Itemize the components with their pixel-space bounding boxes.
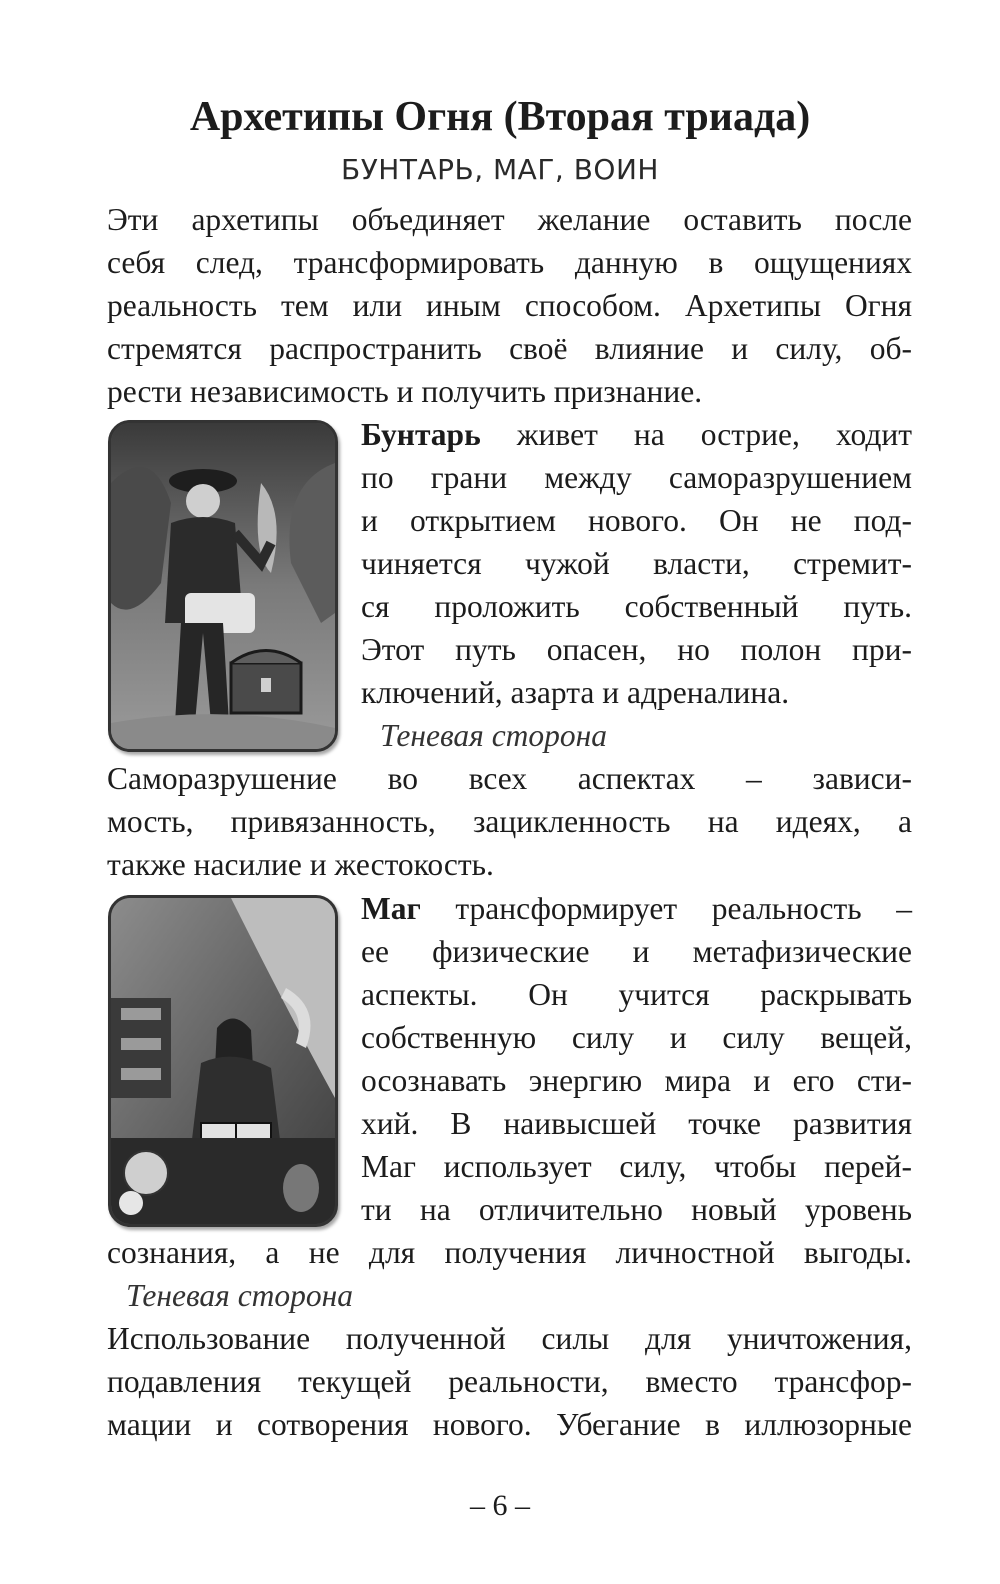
mage-name: Маг — [361, 891, 421, 926]
intro-line: рести независимость и получить признание. — [107, 374, 703, 409]
intro-line: стремятся распространить своё влияние и силу, об- — [107, 331, 912, 366]
rebel-line: ключений, азарта и адреналина. — [361, 675, 790, 710]
rebel-line: ся проложить собственный путь. — [361, 589, 912, 624]
rebel-card-illustration — [108, 420, 338, 752]
mage-shadow-heading: Теневая сторона — [126, 1278, 354, 1313]
rebel-shadow-line: мость, привязанность, зацикленность на идеях, а — [107, 804, 912, 839]
page-number: – 6 – — [470, 1489, 530, 1522]
rebel-shadow-line: Саморазрушение во всех аспектах – зависи- — [107, 761, 912, 796]
intro-line: Эти архетипы объединяет желание оставить после — [107, 202, 912, 237]
mage-line: сознания, а не для получения личностной выгоды. — [107, 1235, 912, 1270]
mage-line: хий. В наивысшей точке развития — [361, 1106, 912, 1141]
rebel-line: Этот путь опасен, но полон при- — [361, 632, 912, 667]
mage-line: осознавать энергию мира и его сти- — [361, 1063, 912, 1098]
mage-figure-icon — [111, 898, 335, 1224]
page-title: Архетипы Огня (Вторая триада) — [189, 94, 811, 140]
mage-line: Маг использует силу, чтобы перей- — [361, 1149, 912, 1184]
intro-line: себя след, трансформировать данную в ощущениях — [107, 245, 912, 280]
mage-shadow-line: мации и сотворения нового. Убегание в иллюзорные — [107, 1407, 912, 1442]
rebel-shadow-heading: Теневая сторона — [380, 718, 608, 753]
intro-line: реальность тем или иным способом. Архетипы Огня — [107, 288, 912, 323]
mage-shadow-line: подавления текущей реальности, вместо трансфор- — [107, 1364, 912, 1399]
mage-line: собственную силу и силу вещей, — [361, 1020, 912, 1055]
mage-card-illustration — [108, 895, 338, 1227]
mage-line — [361, 889, 912, 929]
mage-line: аспекты. Он учится раскрывать — [361, 977, 912, 1012]
rebel-line — [361, 415, 912, 455]
rebel-line: по грани между саморазрушением — [361, 460, 912, 495]
rebel-line-rest: живет на острие, ходит — [480, 417, 912, 452]
rebel-line: чиняется чужой власти, стремит- — [361, 546, 912, 581]
rebel-name: Бунтарь — [361, 417, 481, 452]
mage-line-rest: трансформирует реальность – — [420, 891, 912, 926]
page-subtitle: БУНТАРЬ, МАГ, ВОИН — [341, 153, 659, 186]
mage-shadow-line: Использование полученной силы для уничтожения, — [107, 1321, 912, 1356]
mage-line: ее физические и метафизические — [361, 934, 912, 969]
rebel-figure-icon — [111, 423, 335, 749]
rebel-shadow-line: также насилие и жестокость. — [107, 847, 494, 882]
rebel-line: и открытием нового. Он не под- — [361, 503, 912, 538]
mage-line: ти на отличительно новый уровень — [361, 1192, 912, 1227]
